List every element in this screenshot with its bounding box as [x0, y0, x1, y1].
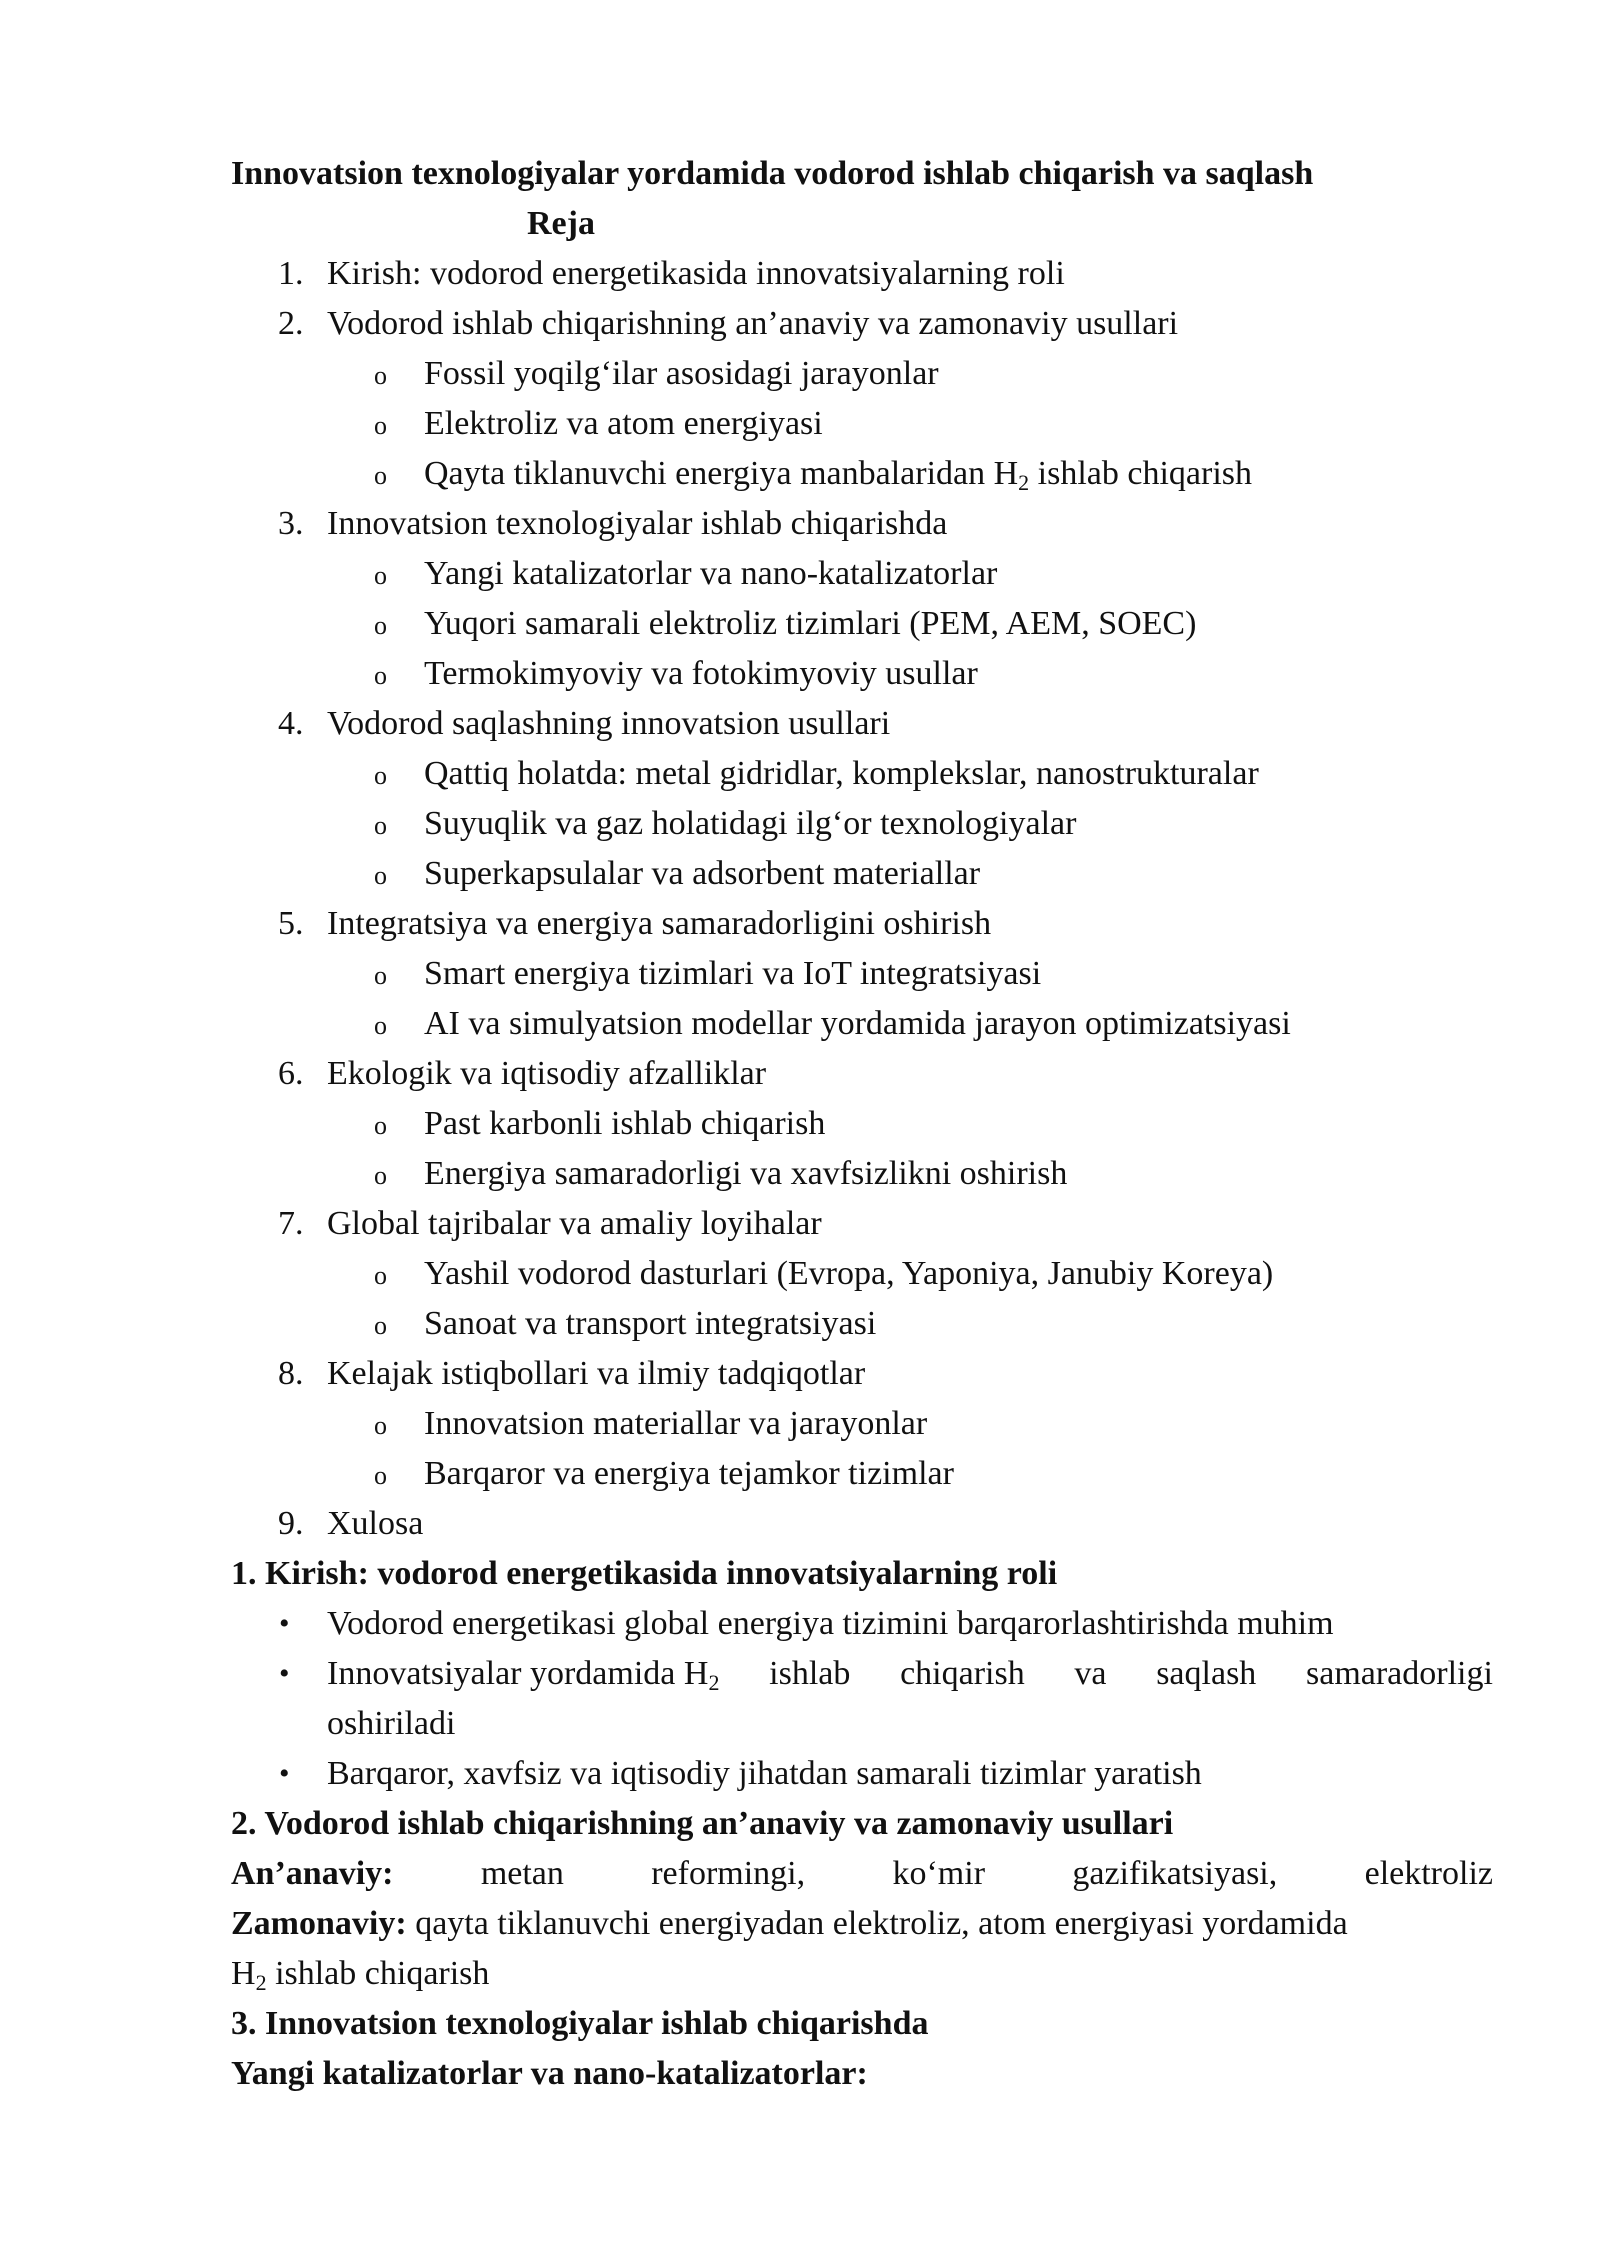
subitem-marker: o [374, 661, 387, 690]
plan-list [231, 249, 1493, 1549]
plan-subitem-text: Qayta tiklanuvchi energiya manbalaridan H [424, 455, 1019, 492]
plan-subitem-text: Past karbonli ishlab chiqarish [424, 1105, 826, 1142]
plan-subitem-text: Innovatsion materiallar va jarayonlar [424, 1405, 928, 1442]
plan-item [231, 499, 1493, 549]
plan-item-text: Xulosa [327, 1505, 424, 1542]
subitem-marker: o [374, 411, 387, 440]
plan-subitem [231, 1449, 1493, 1499]
plan-item-text: Kelajak istiqbollari va ilmiy tadqiqotlar [327, 1355, 866, 1392]
traditional-methods [231, 1849, 1493, 1899]
plan-subitem-text: Qattiq holatda: metal gidridlar, komplekslar, nanostrukturalar [424, 755, 1259, 792]
traditional-method-word: gazifikatsiyasi, [1072, 1855, 1278, 1892]
bullet-dot: • [279, 1757, 290, 1790]
document-title: Innovatsion texnologiyalar yordamida vodorod ishlab chiqarish va saqlash [231, 155, 1314, 192]
plan-item-text: Ekologik va iqtisodiy afzalliklar [327, 1055, 767, 1092]
plan-heading: Reja [527, 205, 595, 242]
section1-bullet: • Barqaror, xavfsiz va iqtisodiy jihatdan samarali tizimlar yaratish [231, 1749, 1493, 1799]
plan-subitem [231, 1249, 1493, 1299]
plan-subitem [231, 649, 1493, 699]
subitem-marker: o [374, 761, 387, 790]
subitem-marker: o [374, 1111, 387, 1140]
subitem-marker: o [374, 361, 387, 390]
bullet-dot: • [279, 1607, 290, 1640]
subitem-marker: o [374, 561, 387, 590]
plan-item-text: Kirish: vodorod energetikasida innovatsiyalarning roli [327, 255, 1065, 292]
subitem-marker: o [374, 1161, 387, 1190]
plan-item-text: Vodorod ishlab chiqarishning an’anaviy va zamonaviy usullari [327, 305, 1179, 342]
modern-label: Zamonaviy: [231, 1905, 407, 1942]
modern-methods-cont: $H_2$ ishlab chiqarish [231, 1955, 490, 1995]
plan-item-text: Innovatsion texnologiyalar ishlab chiqarishda [327, 505, 948, 542]
plan-subitem [231, 399, 1493, 449]
section3-subheading: Yangi katalizatorlar va nano-katalizatorlar: [231, 2055, 868, 2092]
bullet-dot: • [279, 1657, 290, 1690]
subitem-marker: o [374, 1461, 387, 1490]
plan-subitem-text: Suyuqlik va gaz holatidagi ilg‘or texnologiyalar [424, 805, 1077, 842]
plan-item [231, 899, 1493, 949]
plan-item-number: 8. [278, 1355, 304, 1392]
subitem-marker: o [374, 1261, 387, 1290]
plan-subitem-text: Barqaror va energiya tejamkor tizimlar [424, 1455, 954, 1492]
plan-item-text: Integratsiya va energiya samaradorligini oshirish [327, 905, 992, 942]
traditional-label: An’anaviy: [231, 1855, 394, 1892]
plan-subitem-text: Superkapsulalar va adsorbent materiallar [424, 855, 981, 892]
plan-subitem-text: Fossil yoqilg‘ilar asosidagi jarayonlar [424, 355, 939, 392]
traditional-method-word: reformingi, [651, 1855, 806, 1892]
plan-item [231, 1049, 1493, 1099]
section1-heading: 1. Kirish: vodorod energetikasida innovatsiyalarning roli [231, 1555, 1058, 1592]
plan-item-number: 7. [278, 1205, 304, 1242]
traditional-method-word: ko‘mir [892, 1855, 986, 1892]
section2-heading: 2. Vodorod ishlab chiqarishning an’anaviy va zamonaviy usullari [231, 1805, 1174, 1842]
traditional-method-word: elektroliz [1364, 1855, 1493, 1892]
subitem-marker: o [374, 961, 387, 990]
traditional-method-word: metan [480, 1855, 564, 1892]
subitem-marker: o [374, 811, 387, 840]
plan-subitem [231, 599, 1493, 649]
subitem-marker: o [374, 861, 387, 890]
plan-subitem [231, 999, 1493, 1049]
plan-item-text: Vodorod saqlashning innovatsion usullari [327, 705, 891, 742]
plan-subitem [231, 799, 1493, 849]
plan-item [231, 1349, 1493, 1399]
plan-subitem-text: Sanoat va transport integratsiyasi [424, 1305, 877, 1342]
plan-subitem [231, 949, 1493, 999]
plan-item-number: 3. [278, 505, 304, 542]
plan-subitem [231, 1099, 1493, 1149]
plan-subitem-text: Termokimyoviy va fotokimyoviy usullar [424, 655, 978, 692]
plan-subitem-text: Yangi katalizatorlar va nano-katalizatorlar [424, 555, 998, 592]
subitem-marker: o [374, 611, 387, 640]
plan-subitem [231, 749, 1493, 799]
subitem-marker: o [374, 1411, 387, 1440]
subitem-marker: o [374, 1311, 387, 1340]
plan-subitem-text: Yuqori samarali elektroliz tizimlari (PEM, AEM, SOEC) [424, 605, 1197, 642]
plan-item-number: 4. [278, 705, 304, 742]
plan-subitem [231, 349, 1493, 399]
subitem-marker: o [374, 1011, 387, 1040]
plan-item [231, 1499, 1493, 1549]
plan-item-number: 6. [278, 1055, 304, 1092]
plan-subitem [231, 1149, 1493, 1199]
plan-subitem-text: Yashil vodorod dasturlari (Evropa, Yaponiya, Janubiy Koreya) [424, 1255, 1274, 1292]
plan-item [231, 249, 1493, 299]
plan-item-number: 9. [278, 1505, 304, 1542]
plan-item-text: Global tajribalar va amaliy loyihalar [327, 1205, 822, 1242]
document-body [231, 149, 1493, 2099]
section3-heading: 3. Innovatsion texnologiyalar ishlab chiqarishda [231, 2005, 929, 2042]
plan-subitem-text: AI va simulyatsion modellar yordamida jarayon optimizatsiyasi [424, 1005, 1291, 1042]
modern-methods: Zamonaviy: qayta tiklanuvchi energiyadan elektroliz, atom energiyasi yordamida [231, 1905, 1348, 1942]
plan-subitem [231, 849, 1493, 899]
plan-item [231, 299, 1493, 349]
plan-subitem [231, 1299, 1493, 1349]
plan-subitem [231, 549, 1493, 599]
plan-subitem [231, 1399, 1493, 1449]
subitem-marker: o [374, 461, 387, 490]
plan-subitem-text: Elektroliz va atom energiyasi [424, 405, 823, 442]
plan-item-number: 5. [278, 905, 304, 942]
section1-bullet: • Vodorod energetikasi global energiya tizimini barqarorlashtirishda muhim [231, 1599, 1493, 1649]
plan-subitem-text: Energiya samaradorligi va xavfsizlikni oshirish [424, 1155, 1068, 1192]
plan-item [231, 699, 1493, 749]
plan-item [231, 1199, 1493, 1249]
plan-item-number: 2. [278, 305, 304, 342]
plan-subitem-text: Smart energiya tizimlari va IoT integratsiyasi [424, 955, 1042, 992]
section1-bullet: • Innovatsiyalar yordamida $H_2$ ishlab chiqarish va saqlash samaradorligi oshiriladi [231, 1649, 1493, 1749]
plan-subitem: o Qayta tiklanuvchi energiya manbalaridan $H_2$ ishlab chiqarish [231, 449, 1493, 499]
plan-item-number: 1. [278, 255, 304, 292]
